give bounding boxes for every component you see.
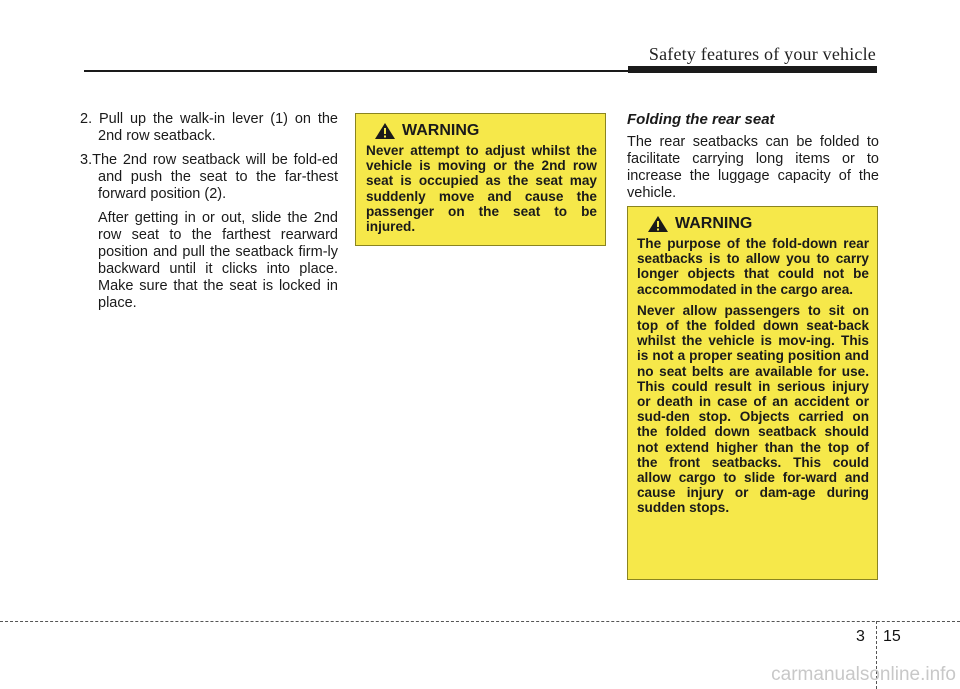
warning-triangle-icon — [647, 215, 669, 233]
warning-header — [364, 122, 597, 140]
warning-paragraph-2: Never allow passengers to sit on top of the folded down seat-back whilst the vehicle is mov-ing. This is not a proper seating position and no seat belts are available for use. This could result in serious injury or death in case of an accident or sud-den stop. Objects carried on the folded down seatback should not extend higher than the top of the front seatbacks. This could allow cargo to slide for-ward and cause injury or dam-age during sudden stops. — [637, 302, 869, 516]
warning-title: WARNING — [675, 215, 753, 233]
warning-title: WARNING — [402, 122, 480, 140]
warning-text: Never attempt to adjust whilst the vehicle is moving or the 2nd row seat is occupied as the seat may suddenly move and cause the passenger on the seat to be injured. — [366, 143, 597, 235]
step-2-text: 2. Pull up the walk-in lever (1) on the 2nd row seatback. — [80, 111, 338, 144]
left-column — [80, 111, 338, 319]
warning-triangle-icon — [374, 122, 396, 140]
warning-box-seat-adjust — [355, 113, 606, 246]
warning-box-fold-down — [627, 206, 878, 580]
warning-header — [637, 215, 869, 233]
header-rule — [84, 70, 628, 72]
step-3-text: 3.The 2nd row seatback will be fold-ed and push the seat to the far-thest forward position (2). — [80, 152, 338, 202]
footer-rule — [0, 621, 960, 622]
section-header-title: Safety features of your vehicle — [648, 44, 876, 64]
page-number: 15 — [883, 628, 901, 645]
watermark-text: carmanualsonline.info — [771, 664, 956, 685]
section-heading: Folding the rear seat — [627, 111, 775, 128]
section-body: The rear seatbacks can be folded to facilitate carrying long items or to increase the luggage capacity of the vehicle. — [627, 134, 879, 201]
warning-paragraph-1: The purpose of the fold-down rear seatbacks is to allow you to carry longer objects that could not be accommodated in the cargo area. — [637, 236, 869, 297]
right-column — [627, 111, 879, 202]
step-3-note: After getting in or out, slide the 2nd row seat to the farthest rearward position and pull the seatback firm-ly backward until it clicks into place. Make sure that the seat is locked in place. — [98, 210, 338, 311]
chapter-number: 3 — [856, 628, 865, 645]
header-rule-accent — [628, 66, 877, 73]
